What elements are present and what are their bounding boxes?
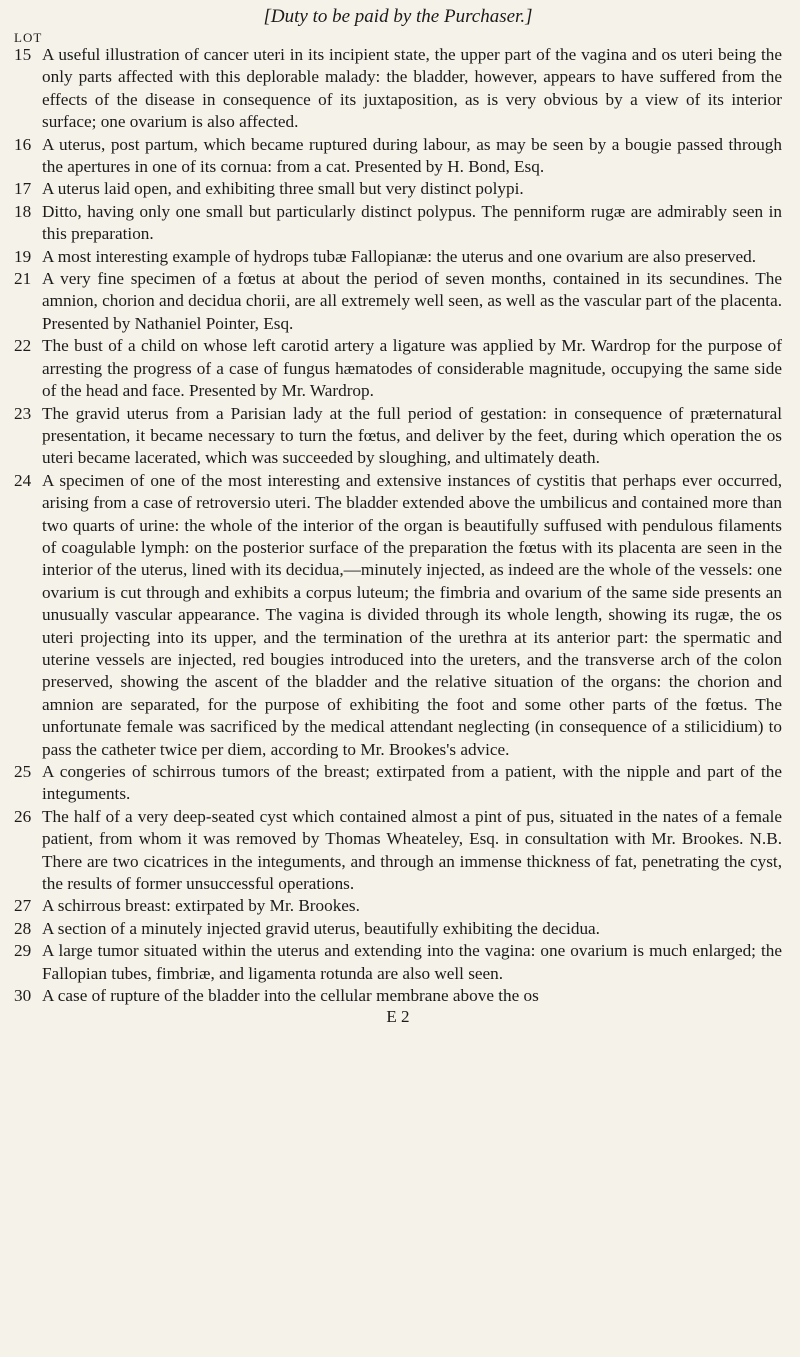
entry-text: A most interesting example of hydrops tubæ Fallopianæ: the uterus and one ovarium are also preserved. [42,246,757,266]
entry-text: A uterus laid open, and exhibiting three small but very distinct polypi. [42,179,524,199]
entry-text: Ditto, having only one small but particularly distinct polypus. The penniform rugæ are admirably seen in this preparation. [42,201,782,244]
catalogue-entry [14,246,782,268]
entry-text: The gravid uterus from a Parisian lady at the full period of gestation: in consequence of præternatural presentation, it became necessary to turn the fœtus, and deliver by the feet, during which operation the os uteri became lacerated, which was succeeded by sloughing, and ultimately death. [42,403,782,468]
lot-label: LOT [14,30,43,45]
entry-text: A congeries of schirrous tumors of the breast; extirpated from a patient, with the nipple and part of the integuments. [42,762,782,804]
catalogue-entry [14,761,782,806]
entry-number: 21 [14,269,32,289]
entry-text: The half of a very deep-seated cyst which contained almost a pint of pus, situated in the nates of a female patient, from whom it was removed by Thomas Wheateley, Esq. in consultation with Mr. Brookes. N.B. There are two cicatrices in the integuments, and through an immense thickness of fat, penetrating the cyst, the results of former unsuccessful operations. [42,806,782,894]
catalogue-entry [14,201,782,246]
entry-number: 27 [14,896,32,916]
entry-number: 28 [14,918,32,938]
entry-text: A large tumor situated within the uterus and extending into the vagina: one ovarium is much enlarged; the Fallopian tubes, fimbriæ, and ligamenta rotunda are also well seen. [42,941,782,983]
catalogue-entry [14,940,782,985]
entry-text: A section of a minutely injected gravid uterus, beautifully exhibiting the decidua. [42,918,600,938]
entry-number: 23 [14,403,32,423]
entry-list [14,44,782,1007]
entry-number: 18 [14,201,32,221]
entry-number: 17 [14,179,32,199]
entry-number: 24 [14,470,32,490]
entry-text: A schirrous breast: extirpated by Mr. Brookes. [42,896,360,916]
catalogue-entry [14,335,782,402]
entry-number: 29 [14,941,32,961]
entry-number: 15 [14,45,32,64]
entry-text: A very fine specimen of a fœtus at about the period of seven months, contained in its secundines. The amnion, chorion and decidua chorii, are all extremely well seen, as well as the vascular part of the placenta. Presented by Nathaniel Pointer, Esq. [42,269,782,333]
catalogue-entry [14,918,782,940]
catalogue-entry [14,895,782,917]
entry-number: 22 [14,336,32,356]
entry-text: A specimen of one of the most interesting and extensive instances of cystitis that perhaps ever occurred, arising from a case of retroversio uteri. The bladder extended above the umbilicus and contained more than two quarts of urine: the whole of the interior of the organ is beautifully suffused with pendulous filaments of coagulable lymph: on the posterior surface of the preparation the fœtus with its placenta are seen in the interior of the uterus, lined with its decidua,—minutely injected, as indeed are the whole of the vessels: one ovarium is cut through and exhibits a corpus luteum; the fimbria and ovarium of the same side presents an unusually vascular appearance. The vagina is divided through its whole length, showing its rugæ, the os uteri projecting into its upper, and the termination of the urethra at its anterior part: the spermatic and uterine vessels are injected, red bougies introduced into the ureters, and the transverse arch of the colon preserved, showing the ascent of the bladder and the relative situation of the organs: the chorion and amnion are separated, for the purpose of exhibiting the foot and some other parts of the fœtus. The unfortunate female was sacrificed by the medical attendant neglecting (in consequence of a stilicidium) to pass the catheter twice per diem, according to Mr. Brookes's advice. [42,470,782,759]
page-header: [Duty to be paid by the Purchaser.] [263,6,533,27]
catalogue-entry [14,985,782,1007]
entry-number: 26 [14,806,32,826]
entry-text: A case of rupture of the bladder into the cellular membrane above the os [42,986,539,1006]
catalogue-entry [14,178,782,200]
catalogue-entry [14,268,782,335]
entry-text: A useful illustration of cancer uteri in its incipient state, the upper part of the vagina and os uteri being the only parts affected with this deplorable malady: the bladder, however, appears to have suffered from the effects of the disease in consequence of its juxtaposition, as is very obvious by a view of its interior surface; one ovarium is also affected. [42,45,782,132]
entry-text: The bust of a child on whose left carotid artery a ligature was applied by Mr. Wardrop for the purpose of arresting the progress of a case of fungus hæmatodes of considerable magnitude, occupying the same side of the head and face. Presented by Mr. Wardrop. [42,336,782,401]
signature-mark: E 2 [386,1007,410,1027]
entry-number: 19 [14,246,32,266]
catalogue-entry [14,806,782,896]
catalogue-entry [14,403,782,470]
entry-number: 30 [14,986,32,1006]
catalogue-entry [14,470,782,761]
entry-number: 25 [14,762,32,781]
catalogue-entry [14,44,782,134]
entry-text: A uterus, post partum, which became ruptured during labour, as may be seen by a bougie passed through the apertures in one of its cornua: from a cat. Presented by H. Bond, Esq. [42,134,782,177]
entry-number: 16 [14,134,32,154]
catalogue-entry [14,134,782,179]
